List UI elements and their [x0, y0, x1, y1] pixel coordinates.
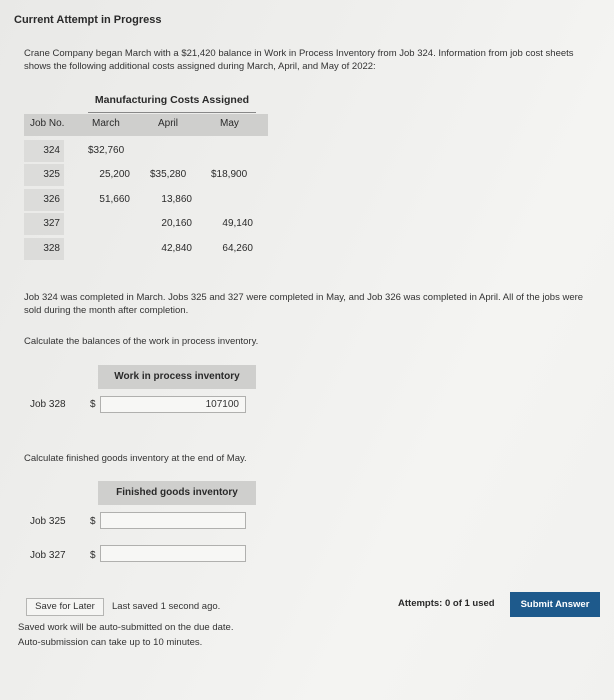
- table-cell-may: $18,900: [211, 169, 248, 180]
- group-header-rule: [88, 112, 256, 113]
- table-cell-april: 20,160: [161, 218, 192, 229]
- page-title: Current Attempt in Progress: [14, 14, 162, 26]
- completion-text: Job 324 was completed in March. Jobs 325 and 327 were completed in May, and Job 326 was completed in April. All of the jobs were sold during the month after completion.: [24, 292, 584, 316]
- fg-row-label: Job 325: [30, 516, 66, 527]
- table-row-job: 327: [43, 218, 60, 229]
- col-header-march: March: [92, 118, 120, 129]
- col-header-april: April: [158, 118, 179, 129]
- table-row-job: 325: [43, 169, 60, 180]
- save-for-later-button[interactable]: Save for Later: [26, 598, 104, 616]
- table-cell-april: $35,280: [150, 169, 187, 180]
- table-row-job: 324: [43, 145, 60, 156]
- table-row-job: 326: [43, 194, 60, 205]
- col-header-job: Job No.: [30, 118, 65, 129]
- wip-job328-input[interactable]: [100, 396, 246, 413]
- col-header-may: May: [220, 118, 239, 129]
- table-row-job: 328: [43, 243, 60, 254]
- table-group-header: Manufacturing Costs Assigned: [94, 94, 250, 106]
- fg-row-label: Job 327: [30, 550, 66, 561]
- fg-currency: $: [90, 516, 96, 527]
- autosubmit-note: Saved work will be auto-submitted on the due date.: [18, 622, 234, 633]
- autosubmit-time-note: Auto-submission can take up to 10 minutes.: [18, 637, 203, 648]
- table-cell-march: $32,760: [88, 145, 125, 156]
- wip-row-label: Job 328: [30, 399, 66, 410]
- problem-intro: Crane Company began March with a $21,420 balance in Work in Process Inventory from Job 324. Information from job cost sheets shows the following additional costs assigned during March, April, and May of 2022:: [24, 48, 574, 72]
- table-cell-may: 64,260: [222, 243, 253, 254]
- fg-job327-input[interactable]: [100, 545, 246, 562]
- submit-answer-button[interactable]: Submit Answer: [510, 592, 600, 617]
- wip-instruction: Calculate the balances of the work in process inventory.: [24, 336, 259, 347]
- attempts-counter: Attempts: 0 of 1 used: [398, 598, 495, 609]
- fg-box-header: Finished goods inventory: [98, 481, 256, 505]
- fg-currency: $: [90, 550, 96, 561]
- table-cell-may: 49,140: [222, 218, 253, 229]
- fg-instruction: Calculate finished goods inventory at the end of May.: [24, 453, 247, 464]
- wip-box-header: Work in process inventory: [98, 365, 256, 389]
- table-cell-march: 25,200: [99, 169, 130, 180]
- table-cell-april: 42,840: [161, 243, 192, 254]
- last-saved-status: Last saved 1 second ago.: [112, 601, 221, 612]
- wip-currency: $: [90, 399, 96, 410]
- fg-job325-input[interactable]: [100, 512, 246, 529]
- table-cell-march: 51,660: [99, 194, 130, 205]
- table-cell-april: 13,860: [161, 194, 192, 205]
